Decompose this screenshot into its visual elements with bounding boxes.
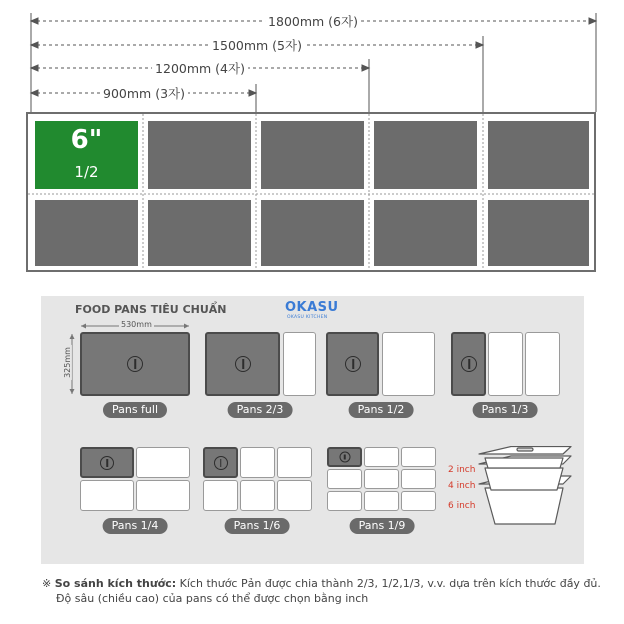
pan-1-4 <box>80 447 134 478</box>
lid-handle-icon <box>127 356 143 372</box>
pan-empty <box>277 480 312 511</box>
dimension-900: 900mm (3자) <box>100 84 188 102</box>
pan-empty <box>277 447 312 478</box>
label-pans-2-3: Pans 2/3 <box>228 402 293 418</box>
depth-6-inch: 6 inch <box>448 501 476 511</box>
label-pans-1-9: Pans 1/9 <box>350 518 415 534</box>
lid-handle-icon <box>345 356 361 372</box>
pan-empty <box>401 469 436 489</box>
lid-handle-icon <box>461 356 477 372</box>
stacked-pans-illustration <box>475 446 575 528</box>
pan-empty <box>364 469 399 489</box>
pan-empty <box>240 480 275 511</box>
pan-slot <box>488 121 589 189</box>
footnote-line-2: Độ sâu (chiều cao) của pans có thể được chọn bằng inch <box>56 592 369 605</box>
lid-handle-icon <box>214 456 228 470</box>
pan-empty <box>327 491 362 511</box>
height-label: 325mm <box>62 347 72 378</box>
pan-empty <box>136 447 190 478</box>
pan-1-2 <box>326 332 379 396</box>
label-pans-1-4: Pans 1/4 <box>103 518 168 534</box>
pan-2-3 <box>205 332 280 396</box>
pan-slot <box>261 200 364 266</box>
pan-1-3 <box>451 332 486 396</box>
lid-handle-icon <box>100 456 114 470</box>
pan-empty <box>240 447 275 478</box>
counter-grid <box>26 112 596 272</box>
pan-empty <box>283 332 316 396</box>
pan-empty <box>136 480 190 511</box>
lid-handle-icon <box>339 452 350 463</box>
food-pans-panel <box>41 296 584 564</box>
pan-slot <box>261 121 364 189</box>
lid-handle-icon <box>235 356 251 372</box>
brand-sub: OKASU KITCHEN <box>287 315 328 320</box>
dimension-1800: 1800mm (6자) <box>265 12 361 30</box>
pan-1-9 <box>327 447 362 467</box>
pan-empty <box>203 480 238 511</box>
note-text: Kích thước Pản được chia thành 2/3, 1/2,1/3, v.v. dựa trên kích thước đầy đủ. <box>179 577 601 590</box>
pan-empty <box>364 447 399 467</box>
pan-empty <box>488 332 523 396</box>
panel-title: FOOD PANS TIÊU CHUẨN <box>75 303 227 316</box>
pan-slot <box>374 121 477 189</box>
pan-empty <box>80 480 134 511</box>
footnote-line-1 <box>42 577 601 590</box>
label-pans-1-6: Pans 1/6 <box>225 518 290 534</box>
pan-empty <box>327 469 362 489</box>
pan-slot <box>488 200 589 266</box>
pan-empty <box>401 447 436 467</box>
pan-slot <box>148 200 251 266</box>
pan-slot <box>148 121 251 189</box>
brand-logo: OKASU <box>285 300 339 315</box>
pan-empty <box>525 332 560 396</box>
pan-1-6 <box>203 447 238 478</box>
dimension-1500: 1500mm (5자) <box>209 36 305 54</box>
label-pans-full: Pans full <box>103 402 167 418</box>
depth-2-inch: 2 inch <box>448 465 476 475</box>
depth-4-inch: 4 inch <box>448 481 476 491</box>
pan-empty <box>364 491 399 511</box>
pan-full <box>80 332 190 396</box>
pan-slot <box>35 200 138 266</box>
dimension-1200: 1200mm (4자) <box>152 59 248 77</box>
note-bold: So sánh kích thước: <box>54 577 177 590</box>
width-label: 530mm <box>121 320 152 329</box>
pan-empty <box>401 491 436 511</box>
label-pans-1-3: Pans 1/3 <box>473 402 538 418</box>
pan-slot <box>374 200 477 266</box>
pan-slot-highlighted <box>35 121 138 189</box>
highlight-size: 6" <box>70 125 103 155</box>
label-pans-1-2: Pans 1/2 <box>349 402 414 418</box>
highlight-fraction: 1/2 <box>74 163 99 181</box>
pan-empty <box>382 332 435 396</box>
note-mark: ※ <box>42 577 52 590</box>
